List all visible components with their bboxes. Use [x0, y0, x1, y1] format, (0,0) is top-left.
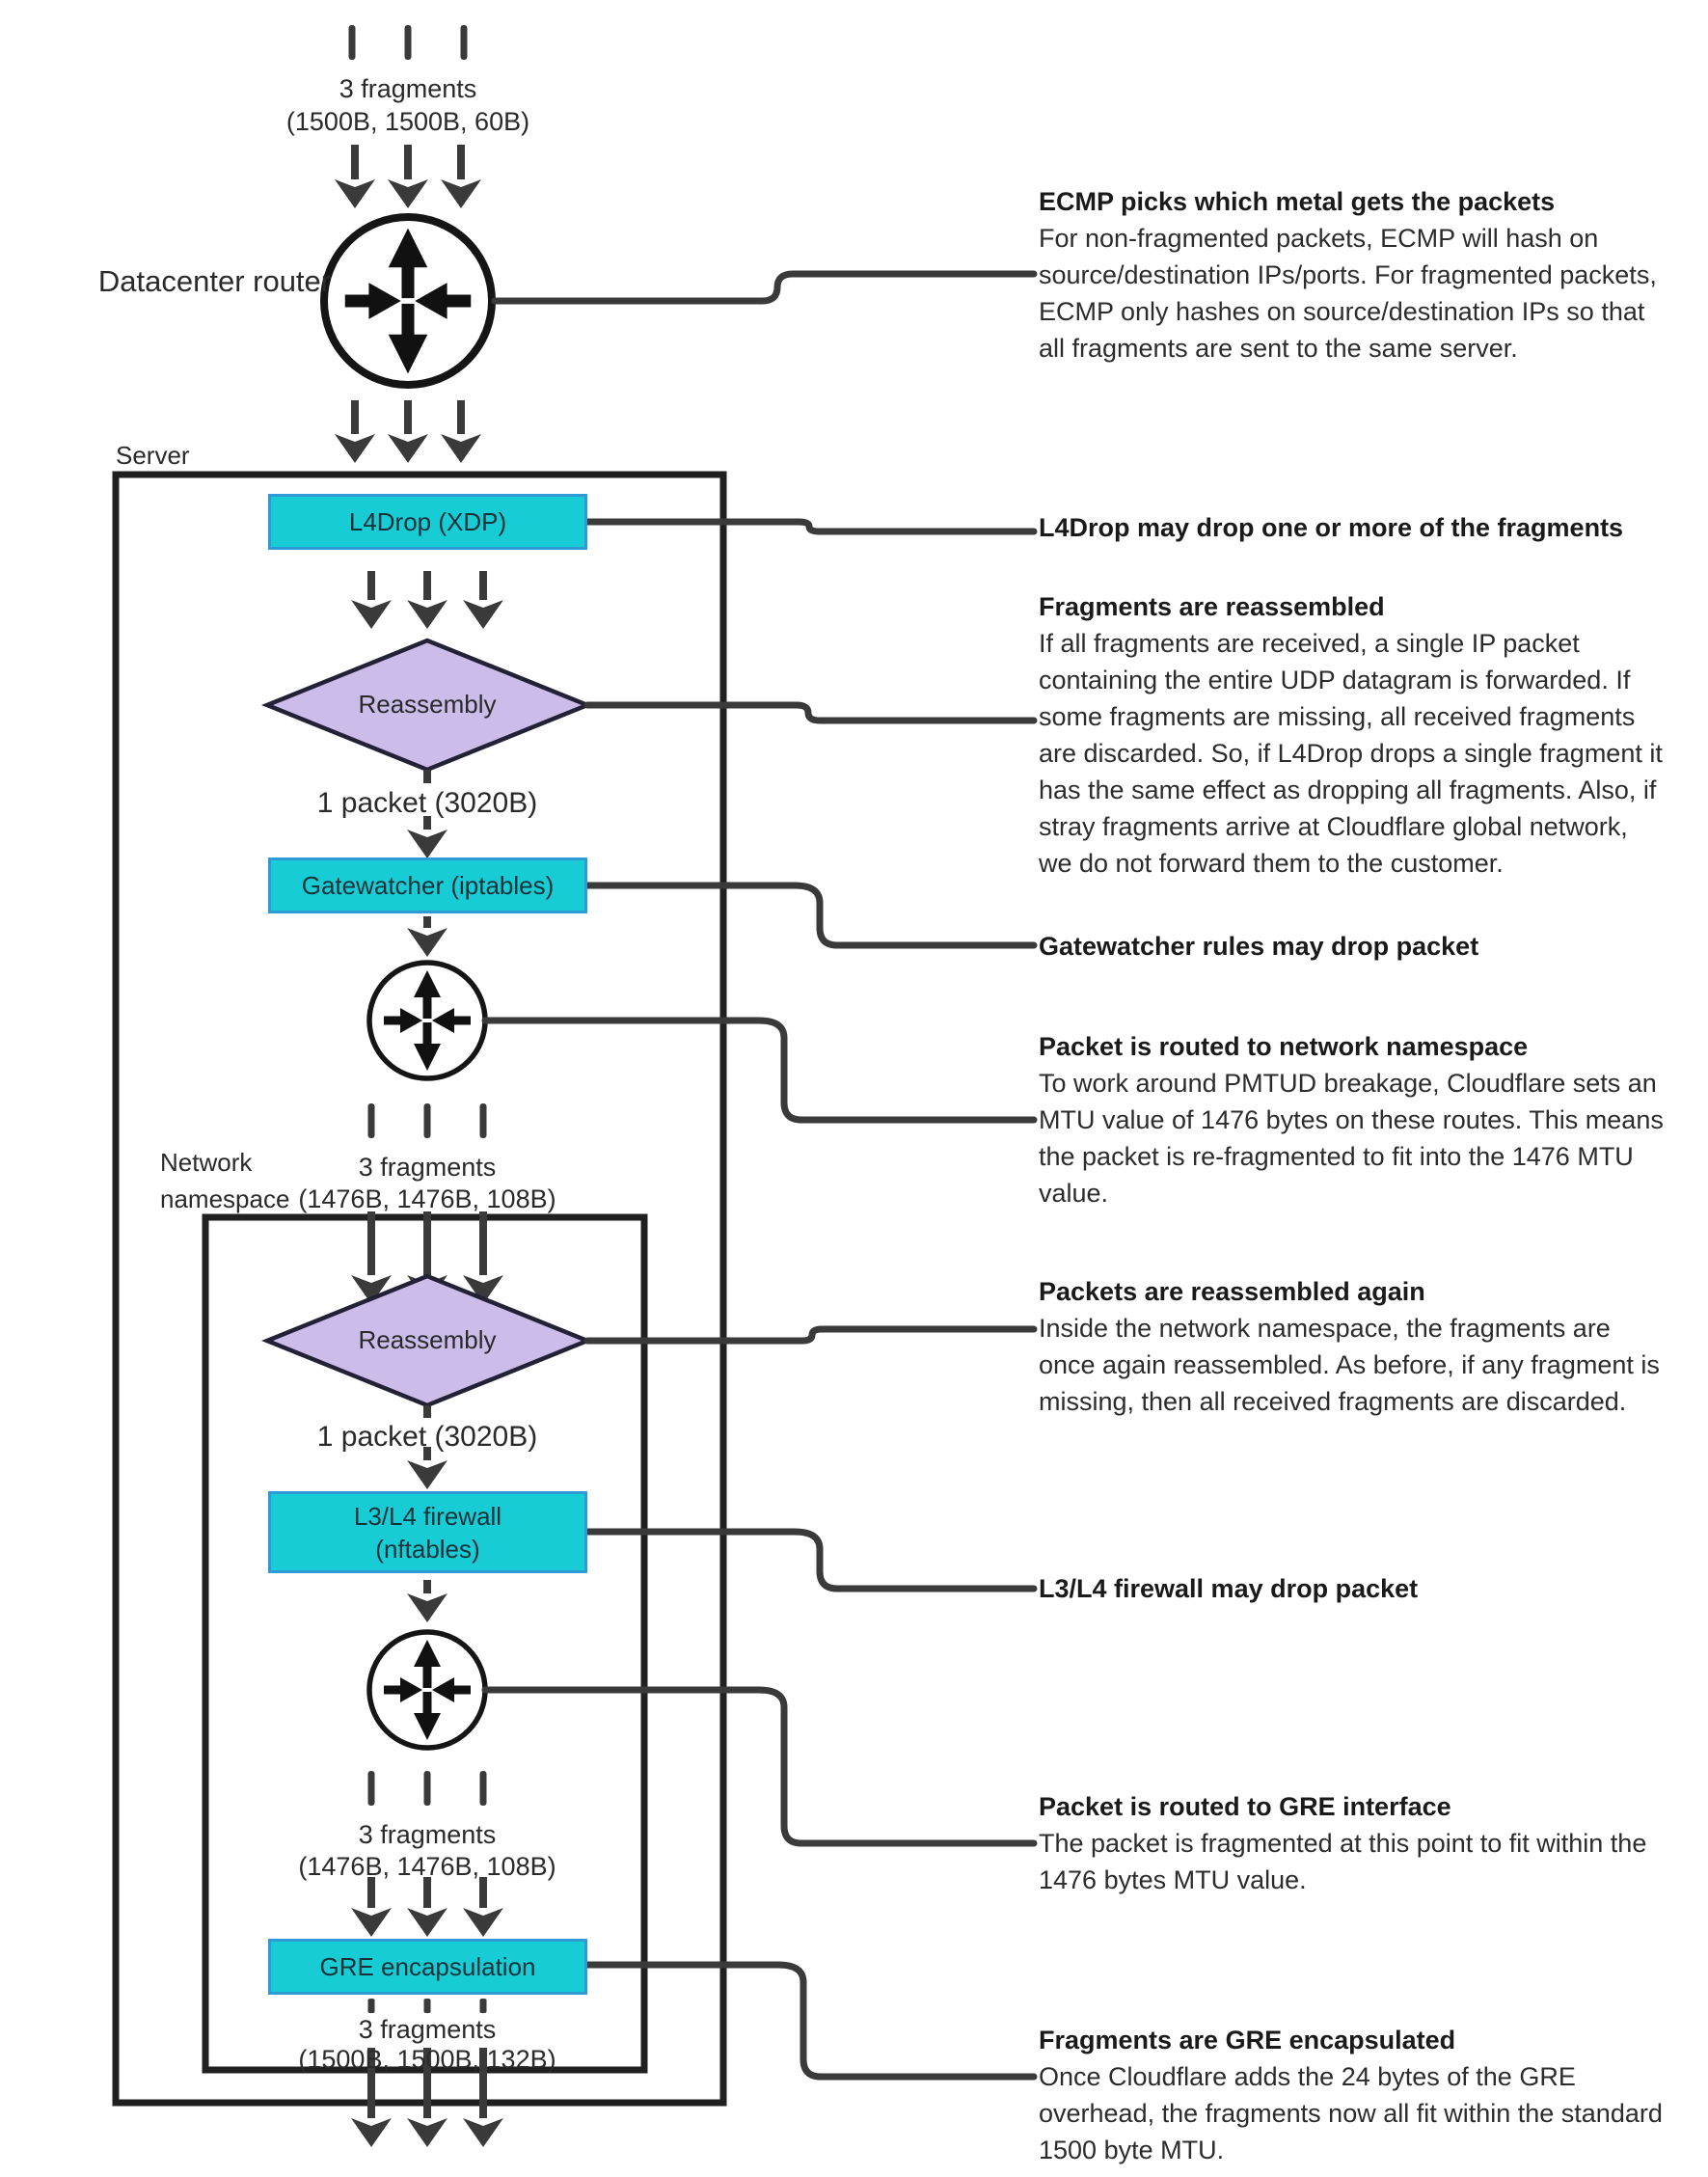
server-fragments-label: 3 fragments	[358, 1153, 497, 1182]
annotation-body: To work around PMTUD breakage, Cloudflare sets an MTU value of 1476 bytes on these routes. This means the packet is re-fragmented to fit into the 1476 MTU value.	[1039, 1069, 1664, 1208]
annotation-body: For non-fragmented packets, ECMP will hash on source/destination IPs/ports. For fragmented packets, ECMP only hashes on source/destination IPs so that all fragments are sent to the same server.	[1039, 224, 1657, 363]
flow-arrows-into-reassembly-icon	[351, 571, 503, 629]
flow-arrows-into-gre-icon	[351, 1877, 503, 1937]
network-namespace-label: Network namespace	[160, 1148, 290, 1213]
l4drop-box	[268, 494, 587, 550]
annotation-heading: Packet is routed to GRE interface	[1039, 1792, 1451, 1821]
annotation-heading: Gatewatcher rules may drop packet	[1039, 932, 1479, 961]
l4drop-label: L4Drop (XDP)	[348, 506, 507, 536]
annotation-heading: Packets are reassembled again	[1039, 1277, 1425, 1306]
l3l4-firewall-label-line1: L3/L4 firewall	[353, 1501, 502, 1531]
annotation-heading: L4Drop may drop one or more of the fragments	[1039, 513, 1624, 542]
annotation-body: Once Cloudflare adds the 24 bytes of the GRE overhead, the fragments now all fit within the standard 1500 byte MTU.	[1039, 2062, 1663, 2164]
annotation-heading: L3/L4 firewall may drop packet	[1039, 1574, 1419, 1603]
packet-label: 1 packet (3020B)	[316, 787, 538, 819]
annotation-ecmp	[1039, 183, 1667, 367]
flow-arrows-into-server-icon	[335, 400, 481, 463]
annotation-gatewatcher	[1039, 928, 1667, 965]
gre-encapsulation-label: GRE encapsulation	[319, 1951, 536, 1981]
annotation-l4drop	[1039, 509, 1667, 546]
l3l4-firewall-label-line2: (nftables)	[375, 1534, 480, 1564]
datacenter-router-icon	[324, 217, 492, 385]
route-to-gre-router-icon	[369, 1632, 485, 1748]
datacenter-router-label: Datacenter router	[97, 264, 332, 298]
input-fragments-label: 3 fragments	[339, 74, 477, 103]
namespace-fragments-sizes: (1476B, 1476B, 108B)	[298, 1852, 556, 1881]
server-box-label: Server	[116, 441, 190, 470]
annotation-body: The packet is fragmented at this point to fit within the 1476 bytes MTU value.	[1039, 1829, 1647, 1894]
annotation-routed-namespace	[1039, 1028, 1667, 1211]
annotation-gre-encapsulated	[1039, 2022, 1667, 2168]
packet-label: 1 packet (3020B)	[316, 1421, 538, 1453]
annotation-heading: Fragments are GRE encapsulated	[1039, 2026, 1456, 2055]
output-fragments-sizes: (1500B, 1500B, 132B)	[298, 2045, 556, 2074]
reassembly-label: Reassembly	[358, 690, 497, 719]
reassembly-label: Reassembly	[358, 1325, 497, 1354]
output-fragments-label: 3 fragments	[358, 2015, 497, 2044]
annotation-heading: Packet is routed to network namespace	[1039, 1032, 1529, 1061]
gatewatcher-label: Gatewatcher (iptables)	[301, 870, 555, 900]
gatewatcher-box	[268, 857, 587, 913]
annotation-heading: Fragments are reassembled	[1039, 592, 1385, 621]
annotation-reassembled-again	[1039, 1273, 1667, 1420]
annotation-body: If all fragments are received, a single IP packet containing the entire UDP datagram is forwarded. If some fragments are missing, all received fragments are discarded. So, if L4Drop drops a single fragment it has the same effect as dropping all fragments. Also, if stray fragments arrive at Cloudflare global network, we do not forward them to the customer.	[1039, 629, 1663, 878]
flow-arrow-into-route-icon	[407, 916, 447, 957]
annotation-heading: ECMP picks which metal gets the packets	[1039, 187, 1556, 216]
flow-arrows-into-router-icon	[335, 145, 481, 208]
flow-arrow-into-firewall-icon	[407, 1447, 447, 1489]
namespace-fragments-label: 3 fragments	[358, 1820, 497, 1849]
l3l4-firewall-box	[268, 1491, 587, 1573]
annotation-reassembled	[1039, 588, 1667, 882]
annotation-firewall	[1039, 1570, 1667, 1607]
annotation-body: Inside the network namespace, the fragments are once again reassembled. As before, if any fragment is missing, then all received fragments are discarded.	[1039, 1314, 1660, 1416]
annotation-routed-gre	[1039, 1788, 1667, 1898]
input-fragments-sizes: (1500B, 1500B, 60B)	[285, 107, 530, 136]
route-to-namespace-router-icon	[369, 963, 485, 1078]
flow-arrow-into-gatewatcher-icon	[407, 816, 447, 858]
server-fragments-sizes: (1476B, 1476B, 108B)	[298, 1184, 556, 1213]
gre-encapsulation-box	[268, 1939, 587, 1995]
flow-arrow-into-gre-route-icon	[407, 1580, 447, 1622]
